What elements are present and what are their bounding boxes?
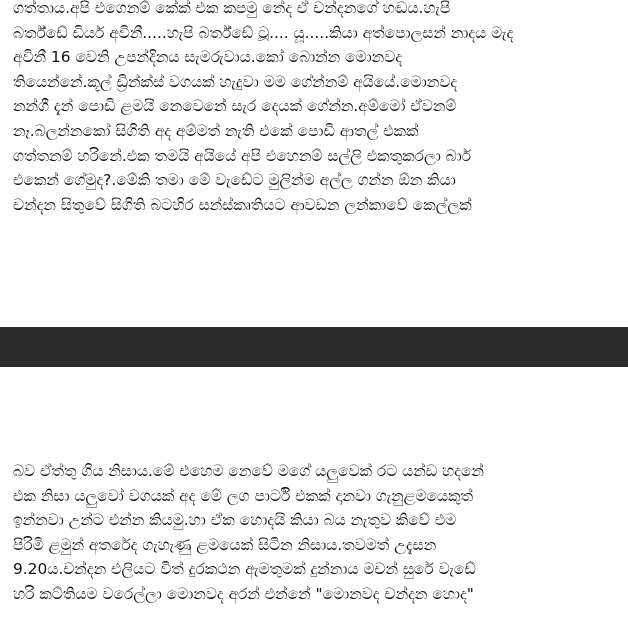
text-line: 9.20ය.චන්දන එලියට විත් දුරකථන ඇමතුමක් දුන්නාය මචන් සුරේ වැඩේ <box>13 560 476 579</box>
story-paragraph-bottom <box>13 459 625 607</box>
text-line: චන්දන සිතුවේ සිගිති බටහිර සන්ස්කෘතියට ආවඩන ලන්කාවේ කෙල්ලක් <box>13 195 472 214</box>
text-line: බව ඒත්තු ගිය නිසාය.මේ එහෙම නෙවේ මගේ යලුවෙක් රට යන්ඩ හදනේ <box>13 462 484 480</box>
text-line: හරි කට්තියම වරෙල්ලා මොනවද අරන් එන්නේ "මොනවද චන්දන හොද" <box>13 584 474 603</box>
text-line: තියෙන්නේ.කූල් ඩ්‍රින්ක්ස් වගයක් හැදුවා මම ගේන්නම් අයියේ.මොනවද <box>13 72 458 91</box>
text-line: ඉන්නවා උන්ට එන්න කියමු.හා ඒක හොදයි කියා බය නැතුව කිවේ එම <box>13 511 457 530</box>
text-line: නෑ.බලන්නකෝ සිගිති අද අම්මත් නැති එකේ පොඩි ආතල් එකක් <box>13 121 419 140</box>
text-line: එක නිසා යලුවෝ වගයක් අද මේ ලග පාර්ටි එකක් දානවා ගැනුළමයෙකුත් <box>13 486 473 505</box>
text-line: ගත්තාය.අපි එගෙනම් කේක් එක කපමු නේද ඒ චන්දනගේ හඬය.හැපි <box>13 0 451 17</box>
text-line: නන්ගී දැන් පොඩි ළමයි නෙවෙනේ සැර දෙයක් ගේන්න.අම්මෝ ඒවනම් <box>13 97 457 116</box>
story-paragraph-top <box>13 0 625 217</box>
text-line: ගත්තනම් හරිනේ.එක තමයි අයියේ අපි එහෙනම් සල්ලි එකතුකරලා බාර් <box>13 146 472 165</box>
text-line: බර්ත්ඩේ ඩියර් අවිනී.....හැපි බර්ත්ඩේ ටූ.... යූ.....කියා අත්පොලසන් නාදය මැද <box>13 23 514 42</box>
text-line: එකෙන් ගේමුද?.මේකි තමා මේ වැඩේට මුලින්ම අල්ල ගන්න ඕන කියා <box>13 171 456 190</box>
text-line: අවිනී 16 වෙනි උපන්දිනය සැමරුවාය.කෝ බොන්න මොනවද <box>13 48 403 67</box>
section-divider-band <box>0 327 628 367</box>
text-line: පිරිමි ළමුන් අතරේද ගැහැණු ළමයෙක් සිටින නිසාය.තවමත් උදැසන <box>13 535 437 554</box>
